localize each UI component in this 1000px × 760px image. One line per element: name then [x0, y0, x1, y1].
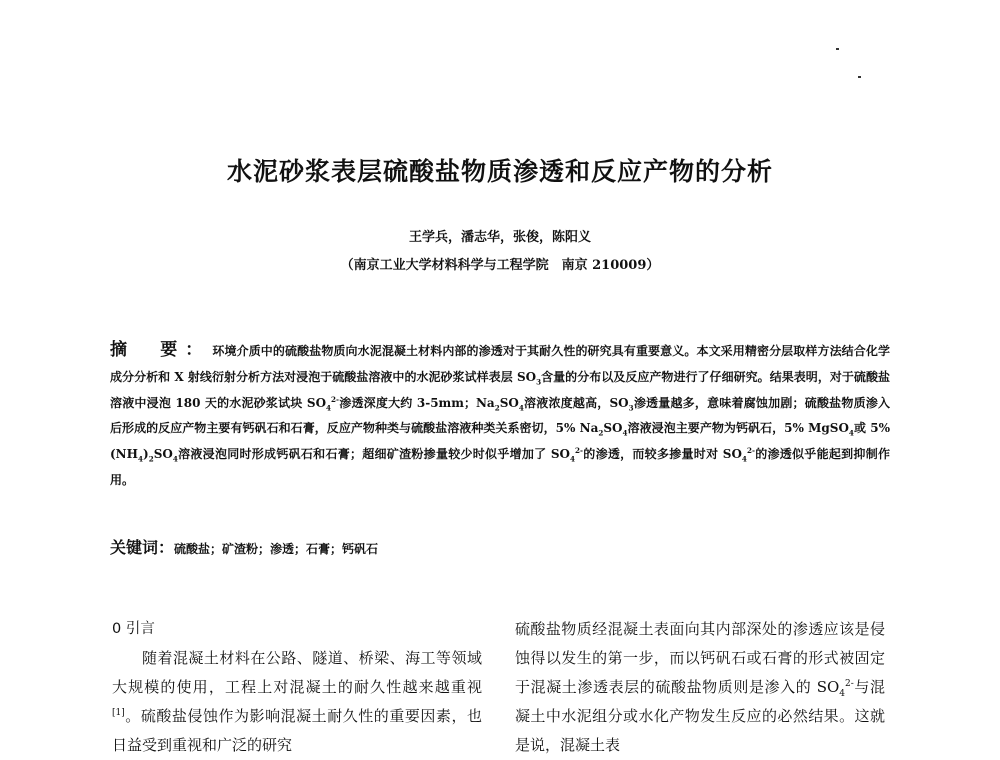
subscript: 4 — [570, 454, 576, 464]
subscript: 4 — [839, 689, 846, 699]
paper-title: 水泥砂浆表层硫酸盐物质渗透和反应产物的分析 — [226, 157, 773, 186]
subscript: 4 — [622, 428, 628, 438]
superscript: 2- — [575, 446, 584, 456]
subscript: 2 — [494, 402, 500, 412]
citation: [1] — [112, 708, 125, 718]
abstract-text: 渗透深度大约 3-5mm；Na — [339, 395, 495, 410]
subscript: 4 — [848, 428, 854, 438]
body-paragraph — [112, 644, 482, 760]
abstract-text: SO — [499, 395, 519, 410]
subscript: 2 — [148, 454, 154, 464]
superscript: 2- — [845, 679, 854, 689]
body-text: 硫酸盐物质经混凝土表面向其内部深处的渗透应该是侵蚀得以发生的第一步，而以钙矾石或石膏的形式被固定于混凝土渗透表层的硫酸盐物质则是渗入的 SO — [515, 620, 885, 696]
superscript: 2- — [746, 446, 755, 456]
abstract-text: 环境介质中的硫酸盐物质向水泥混凝土材料内部的渗透对于其耐久性的研究具有重要意义。本文采用精密分层取样方法结合化学成分分析和 X 射线衍射分析方法对浸泡于硫酸盐溶液中的水泥砂浆试样表层 SO — [110, 344, 890, 384]
scan-speck — [836, 48, 839, 50]
subscript: 4 — [518, 402, 524, 412]
abstract-text: ) — [143, 447, 149, 462]
body-text: 与混凝土中水泥组分或水化产物发生反应的必然结果。这就是说，混凝土表 — [515, 678, 885, 754]
subscript: 2 — [598, 428, 604, 438]
subscript: 4 — [137, 454, 143, 464]
abstract — [110, 338, 890, 494]
abstract-text: 含量的分布以及反应产物进行了仔细研究。结果表明，对于硫酸盐溶液中浸泡 180 天的水泥砂浆试块 SO — [110, 369, 890, 410]
abstract-label: 摘 要： — [110, 340, 211, 360]
subscript: 4 — [741, 454, 747, 464]
abstract-text: 的渗透，而较多掺量时对 SO — [583, 447, 742, 462]
subscript: 4 — [172, 454, 178, 464]
body-text: 。硫酸盐侵蚀作为影响混凝土耐久性的重要因素，也日益受到重视和广泛的研究 — [112, 707, 482, 754]
body-paragraph — [515, 615, 885, 760]
abstract-text: 的渗透似乎能起到抑制作用。 — [110, 447, 890, 487]
abstract-text: 溶液浓度越高，SO — [523, 395, 629, 410]
subscript: 4 — [326, 402, 332, 412]
subscript: 3 — [536, 377, 542, 387]
abstract-text: 溶液浸泡同时形成钙矾石和石膏；超细矿渣粉掺量较少时似乎增加了 SO — [177, 447, 571, 462]
keywords-list: 硫酸盐；矿渣粉；渗透；石膏；钙矾石 — [174, 542, 379, 556]
superscript: 2- — [331, 394, 340, 404]
body-text: 随着混凝土材料在公路、隧道、桥梁、海工等领域大规模的使用，工程上对混凝土的耐久性越来越重视 — [112, 649, 482, 696]
abstract-text: 渗透量越多，意味着腐蚀加剧；硫酸盐物质渗入后形成的反应产物主要有钙矾石和石膏，反应产物种类与硫酸盐溶液种类关系密切，5% Na — [110, 395, 890, 436]
keywords — [110, 535, 890, 558]
keywords-label: 关键词： — [110, 538, 175, 557]
abstract-text: SO — [603, 421, 623, 436]
section-heading: 0 引言 — [112, 621, 155, 637]
abstract-text: 或 5% (NH — [110, 421, 890, 462]
affiliation: （南京工业大学材料科学与工程学院 南京 210009） — [340, 258, 660, 273]
body-column-left — [112, 615, 482, 760]
abstract-text: SO — [153, 447, 173, 462]
scan-speck — [858, 76, 861, 78]
body-column-right — [515, 615, 885, 760]
author-list: 王学兵，潘志华，张俊，陈阳义 — [408, 230, 591, 245]
abstract-text: 溶液浸泡主要产物为钙矾石，5% MgSO — [627, 421, 849, 436]
subscript: 3 — [628, 402, 634, 412]
